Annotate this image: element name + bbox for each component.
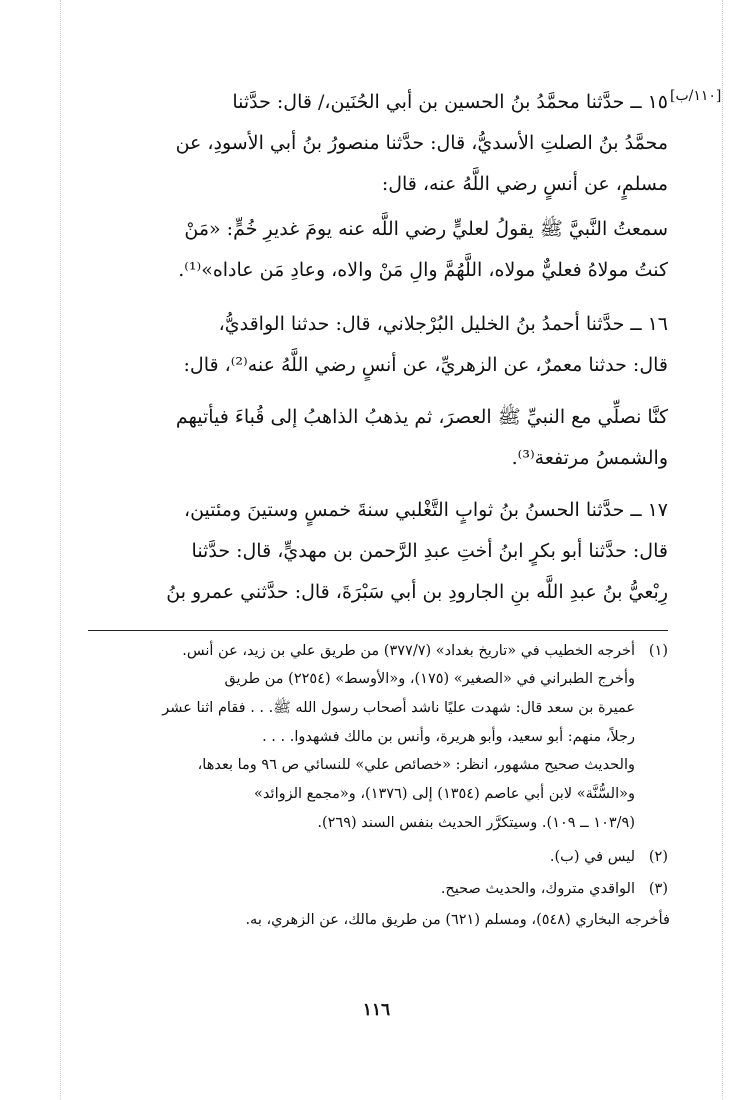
hadith-17-isnad bbox=[88, 490, 668, 613]
footnote-1-line-3: عميرة بن سعد قال: شهدت عليًا ناشد أصحاب رسول الله ﷺ. . . فقام اثنا عشر bbox=[162, 700, 635, 716]
hadith-15-line-2: محمَّدُ بنُ الصلتِ الأسديُّ، قال: حدَّثنا منصورُ بنُ أبي الأسودِ، عن bbox=[175, 132, 668, 154]
hadith-16-matn-line-2: والشمسُ مرتفعة⁽³⁾. bbox=[511, 447, 668, 469]
hadith-17-line-3: رِبْعيُّ بنُ عبدِ اللَّه بنِ الجارودِ بن أبي سَبْرَةَ، قال: حدَّثني عمرو بنُ bbox=[166, 581, 668, 603]
footnote-1-line-6: و«السُّنَّة» لابن أبي عاصم (١٣٥٤) إلى (١٣٧٦)، و«مجمع الزوائد» bbox=[254, 786, 635, 802]
hadith-16-line-2: قال: حدثنا معمرٌ، عن الزهريِّ، عن أنسٍ رضي اللَّهُ عنه⁽²⁾، قال: bbox=[183, 354, 668, 376]
footnote-1-number: (١) bbox=[648, 643, 668, 659]
left-margin-guide bbox=[60, 0, 61, 1100]
footnote-3-line-2: فأخرجه البخاري (٥٤٨)، ومسلم (٦٢١) من طريق مالك، عن الزهري، به. bbox=[245, 912, 670, 928]
footnote-1-line-7: (١٠٣/٩ ــ ١٠٩). وسيتكرَّر الحديث بنفس السند (٢٦٩). bbox=[317, 815, 635, 831]
hadith-17-line-2: قال: حدَّثنا أبو بكرٍ ابنُ أختِ عبدِ الرَّحمن بن مهديٍّ، قال: حدَّثنا bbox=[191, 540, 668, 562]
hadith-15-matn bbox=[88, 209, 668, 291]
footnote-separator bbox=[88, 630, 668, 631]
footnote-3-number: (٣) bbox=[648, 881, 668, 897]
footnote-1-line-4: رجلاً، منهم: أبو سعيد، وأبو هريرة، وأنس بن مالك فشهدوا. . . . bbox=[262, 729, 635, 745]
page-number: ١١٦ bbox=[362, 1000, 391, 1020]
right-margin-guide bbox=[722, 0, 723, 1100]
hadith-15-line-3: مسلمٍ، عن أنسٍ رضي اللَّهُ عنه، قال: bbox=[381, 173, 668, 195]
footnote-2-line-1: ليس في (ب). bbox=[549, 849, 635, 865]
hadith-16-line-1: ١٦ ــ حدَّثنا أحمدُ بنُ الخليل البُرْجلاني، قال: حدثنا الواقديُّ، bbox=[218, 313, 668, 335]
hadith-16-matn bbox=[88, 397, 668, 479]
footnote-3-line-1: الواقدي متروك، والحديث صحيح. bbox=[440, 881, 635, 897]
hadith-16-isnad bbox=[88, 304, 668, 386]
hadith-15-matn-line-1: سمعتُ النَّبيَّ ﷺ يقولُ لعليٍّ رضي اللَّه عنه يومَ غديرِ خُمٍّ: «مَنْ bbox=[184, 218, 668, 240]
footnote-1-line-2: وأخرج الطبراني في «الصغير» (١٧٥)، و«الأوسط» (٢٢٥٤) من طريق bbox=[224, 671, 635, 687]
main-text-block bbox=[88, 82, 668, 205]
hadith-17-line-1: ١٧ ــ حدَّثنا الحسنُ بنُ ثوابٍ التَّغْلبي سنةَ خمسٍ وستينَ ومئتين، bbox=[183, 499, 668, 521]
hadith-16-matn-line-1: كنَّا نصلِّي مع النبيِّ ﷺ العصرَ، ثم يذهبُ الذاهبُ إلى قُباءَ فيأتيهم bbox=[175, 406, 668, 428]
hadith-15-line-1: ١٥ ــ حدَّثنا محمَّدُ بنُ الحسين بن أبي الحُنَين،/ قال: حدَّثنا bbox=[232, 91, 668, 113]
margin-folio-note: [١١٠/ب] bbox=[670, 88, 722, 104]
footnote-2-number: (٢) bbox=[648, 849, 668, 865]
footnote-1-line-5: والحديث صحيح مشهور، انظر: «خصائص علي» للنسائي ص ٩٦ وما بعدها، bbox=[197, 757, 635, 773]
footnote-1-line-1: أخرجه الخطيب في «تاريخ بغداد» (٣٧٧/٧) من طريق علي بن زيد، عن أنس. bbox=[182, 643, 635, 659]
hadith-15-matn-line-2: كنتُ مولاهُ فعليٌّ مولاه، اللَّهُمَّ والِ مَنْ والاه، وعادِ مَن عاداه»⁽¹⁾. bbox=[178, 259, 668, 281]
